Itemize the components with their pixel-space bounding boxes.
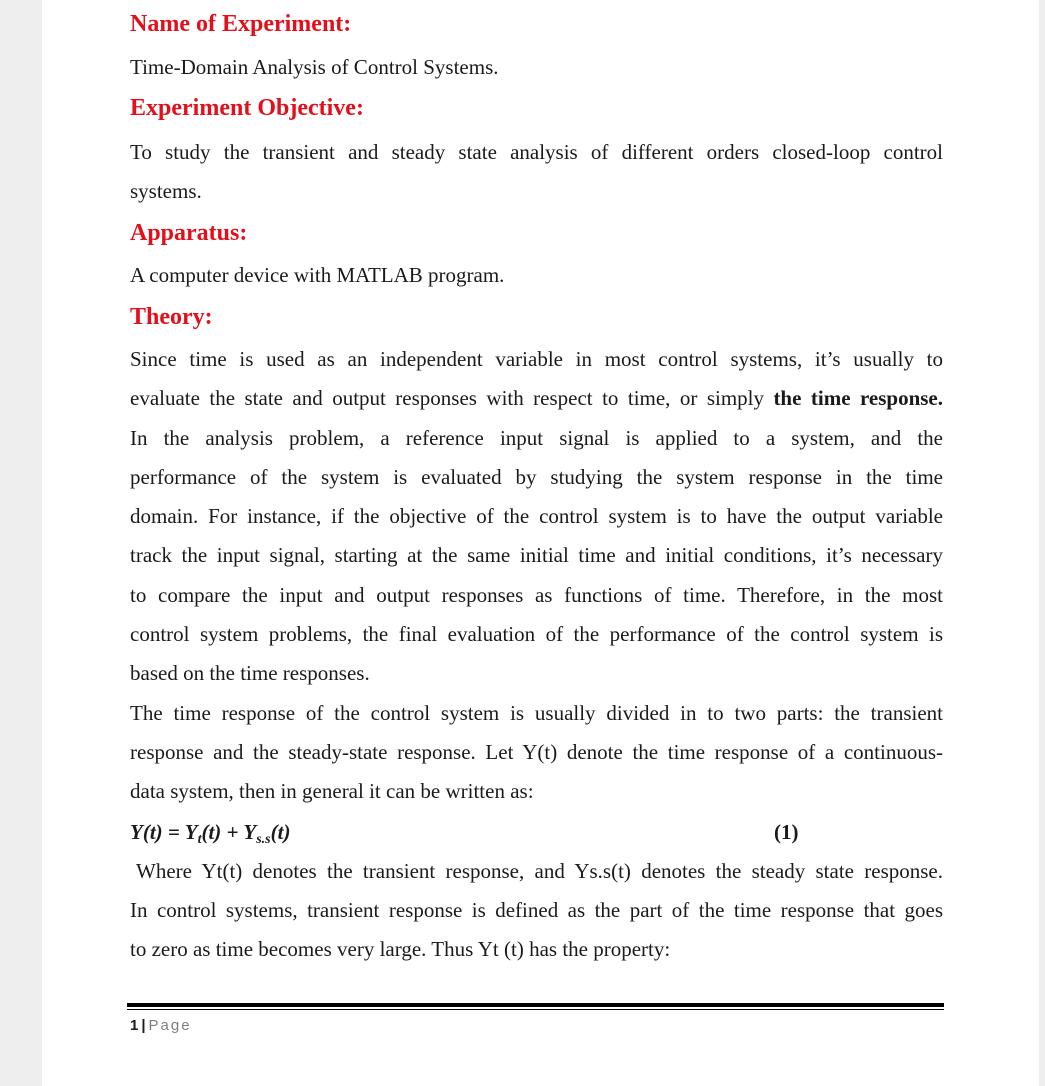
theory-p1-line-9: based on the time responses. <box>130 661 370 685</box>
heading-theory: Theory: <box>130 304 213 330</box>
experiment-name-text: Time-Domain Analysis of Control Systems. <box>130 55 499 79</box>
page-number: 1 <box>130 1017 139 1034</box>
theory-p2-line-3: data system, then in general it can be written as: <box>130 779 534 803</box>
page-footer <box>130 1016 192 1036</box>
theory-p1-line-6: track the input signal, starting at the same initial time and initial conditions, it’s necessary <box>130 543 943 567</box>
equation-time-response: $Y(t) = Y_t(t) + Y_{s.s}(t)$ <box>130 820 291 847</box>
heading-experiment-objective: Experiment Objective: <box>130 95 364 121</box>
objective-line-2: systems. <box>130 179 202 203</box>
heading-name-of-experiment: Name of Experiment: <box>130 11 352 37</box>
page-label: Page <box>148 1017 192 1034</box>
apparatus-text: A computer device with MATLAB program. <box>130 263 505 287</box>
theory-p1-line-1: Since time is used as an independent variable in most control systems, it’s usually to <box>130 347 943 371</box>
footer-divider-thick <box>127 1003 944 1007</box>
theory-p3-line-3: to zero as time becomes very large. Thus Yt (t) has the property: <box>130 937 671 961</box>
theory-p1-line-2 <box>130 385 943 411</box>
theory-p1-line-2-plain: evaluate the state and output responses with respect to time, or simply <box>130 386 774 410</box>
theory-p1-line-7: to compare the input and output responses as functions of time. Therefore, in the most <box>130 583 943 607</box>
theory-p1-line-5: domain. For instance, if the objective of the control system is to have the output variable <box>130 504 943 528</box>
page-separator: | <box>141 1017 146 1034</box>
theory-p1-line-3: In the analysis problem, a reference input signal is applied to a system, and the <box>130 426 943 450</box>
equation-number: (1) <box>774 820 799 844</box>
document-page <box>42 0 1039 1086</box>
theory-p1-line-4: performance of the system is evaluated by studying the system response in the time <box>130 465 943 489</box>
theory-p2-line-1: The time response of the control system is usually divided in to two parts: the transient <box>130 701 943 725</box>
theory-p1-line-8: control system problems, the final evaluation of the performance of the control system is <box>130 622 943 646</box>
objective-line-1: To study the transient and steady state analysis of different orders closed-loop control <box>130 140 943 164</box>
footer-divider-thin <box>127 1009 944 1010</box>
heading-apparatus: Apparatus: <box>130 220 248 246</box>
theory-p2-line-2: response and the steady-state response. Let Y(t) denote the time response of a continuous- <box>130 740 943 764</box>
theory-p3-line-1: Where Yt(t) denotes the transient response, and Ys.s(t) denotes the steady state response. <box>136 859 943 883</box>
theory-p3-line-2: In control systems, transient response is defined as the part of the time response that goes <box>130 898 943 922</box>
time-response-bold-text: the time response. <box>773 386 943 410</box>
